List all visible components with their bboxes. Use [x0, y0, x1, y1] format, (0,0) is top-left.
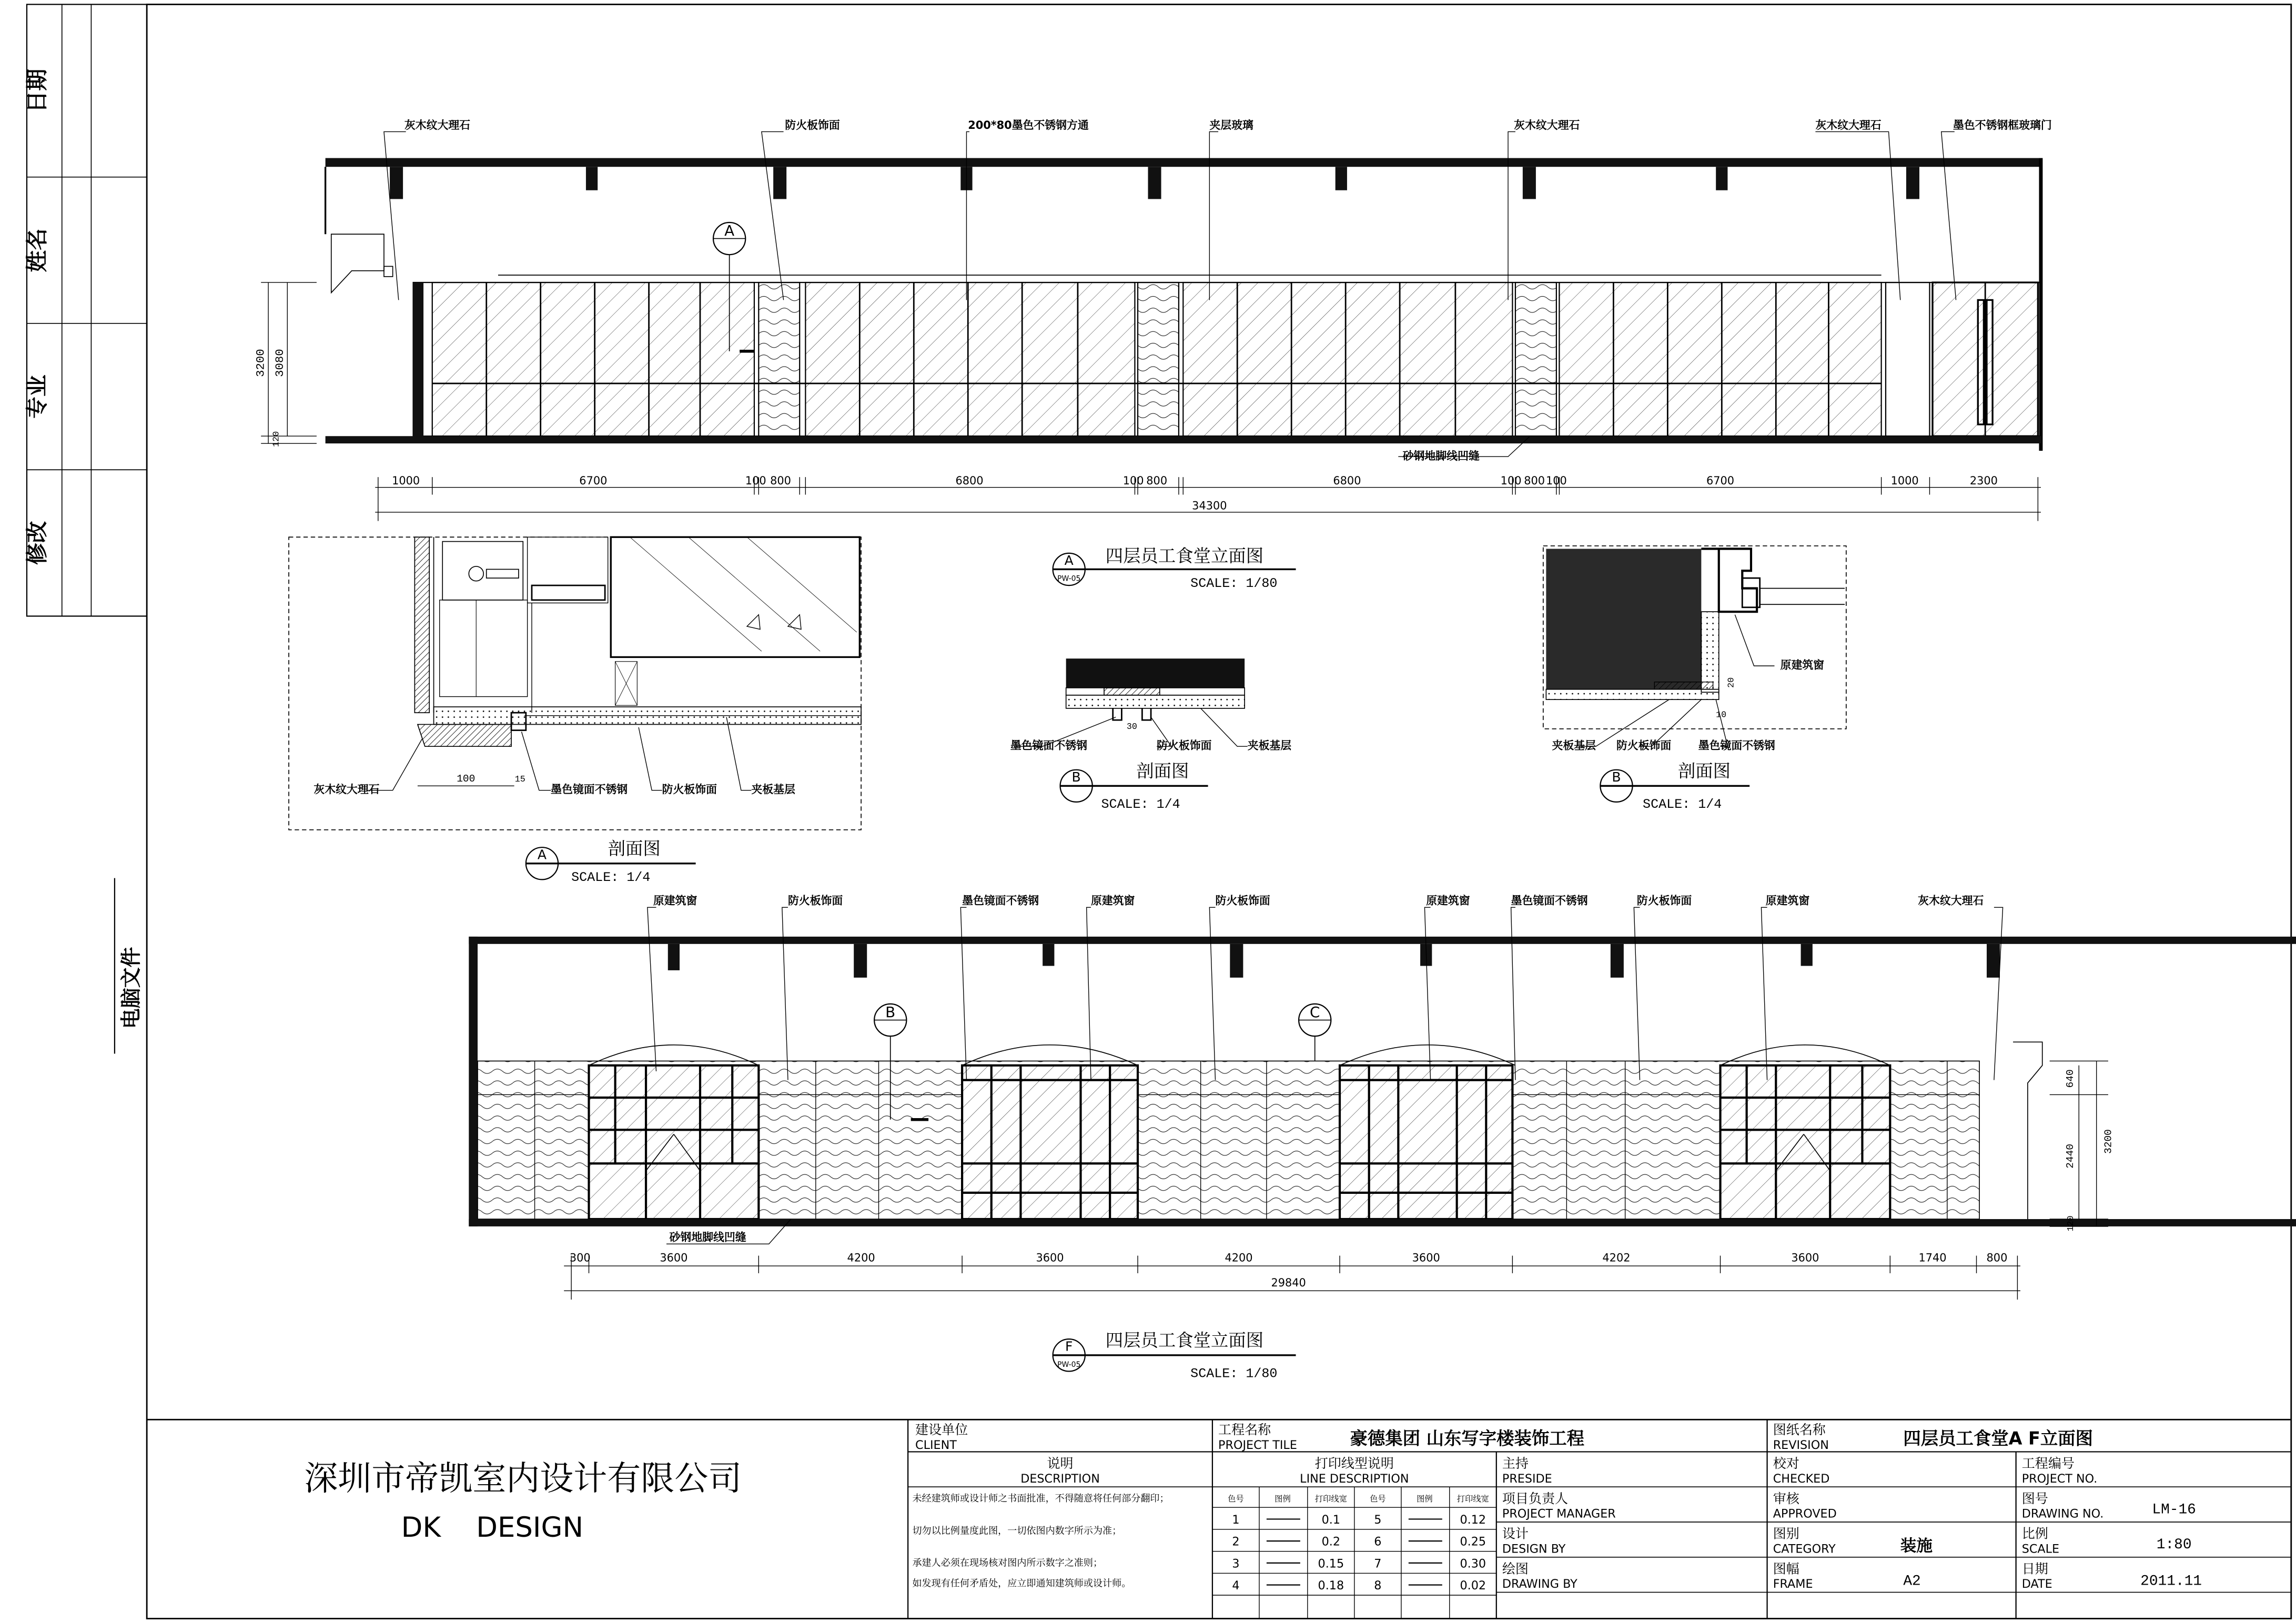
frame-value: A2	[1903, 1573, 1921, 1590]
elev-f-window-3	[1340, 1045, 1515, 1219]
elev-a-dim-4: 800	[770, 474, 791, 488]
category-label-en: CATEGORY	[1773, 1542, 1836, 1556]
elev-a-dim-9: 100	[1500, 474, 1522, 488]
elev-f-height-top: 640	[2065, 1069, 2077, 1088]
project-title-label-cn: 工程名称	[1218, 1422, 1271, 1438]
note-3: 承建人必须在现场核对图内所示数字之准则；	[912, 1557, 1103, 1569]
elev-f-callout-9: 原建筑窗	[1765, 894, 1810, 907]
elev-a-callout-4: 夹层玻璃	[1209, 118, 1253, 131]
elev-f-dim-9: 1740	[1918, 1251, 1947, 1264]
project-name: 豪德集团 山东写字楼装饰工程	[1350, 1428, 1585, 1449]
section-b-marker: B	[1071, 769, 1081, 785]
revision-strip	[24, 4, 147, 1053]
elev-f-dim-4: 3600	[1036, 1251, 1064, 1264]
section-c	[1543, 546, 1846, 812]
elev-f-height-mid: 2440	[2065, 1143, 2077, 1169]
elev-a-callout-1: 灰木纹大理石	[404, 118, 471, 131]
elev-f-marker-b-letter: B	[885, 1003, 896, 1021]
drawing-name-label-cn: 图纸名称	[1773, 1422, 1826, 1438]
elev-f-floor	[469, 1219, 2296, 1226]
section-c-label-3: 防火板饰面	[1616, 739, 1672, 752]
elev-a-callout-5: 灰木纹大理石	[1514, 118, 1580, 131]
note-4: 如发现有任何矛盾处，应立即通知建筑师或设计师。	[912, 1578, 1131, 1589]
elev-f-callout-6: 原建筑窗	[1426, 894, 1470, 907]
description-label-en: DESCRIPTION	[1020, 1472, 1100, 1486]
design-label-en: DESIGN BY	[1502, 1542, 1566, 1556]
elev-a-bottom-callout: 砂钢地脚线凹缝	[1402, 449, 1480, 462]
elev-a-dim-11: 100	[1545, 474, 1567, 488]
elev-f-height-total: 3200	[2102, 1129, 2115, 1154]
elev-f-dim-total: 29840	[1271, 1276, 1306, 1289]
line-header-2: 图例	[1275, 1494, 1291, 1504]
line-row-2-width: 0.2	[1321, 1535, 1341, 1549]
elev-a-dim-6: 100	[1122, 474, 1144, 488]
drawn-label-en: DRAWING BY	[1502, 1577, 1577, 1591]
line-row-1-color: 1	[1232, 1513, 1240, 1527]
section-a-scale: SCALE: 1/4	[571, 870, 651, 886]
strip-label-revision: 修改	[24, 521, 50, 565]
section-a	[289, 537, 861, 885]
elev-f-dim-7: 4202	[1602, 1251, 1631, 1264]
elev-f-ceiling-slab	[469, 937, 2296, 944]
elev-a-dim-10: 800	[1524, 474, 1545, 488]
section-b-label-3: 夹板基层	[1247, 739, 1292, 752]
elev-a-dim-13: 1000	[1890, 474, 1919, 488]
section-b-dim: 30	[1126, 722, 1137, 732]
elev-a-height-base: 120	[271, 431, 282, 447]
elev-a-dim-8: 6800	[1333, 474, 1361, 488]
section-c-dim-20: 20	[1726, 677, 1737, 688]
scale-label-cn: 比例	[2021, 1526, 2048, 1541]
pm-label-cn: 项目负责人	[1502, 1490, 1569, 1506]
client-label-en: CLIENT	[915, 1438, 957, 1452]
note-2: 切勿以比例量度此图，一切依图内数字所示为准；	[912, 1525, 1122, 1537]
elev-f-callout-3: 墨色镜面不锈钢	[962, 894, 1039, 907]
elev-a-dim-total: 34300	[1192, 499, 1227, 512]
drawing-no-label-cn: 图号	[2021, 1490, 2048, 1506]
elev-a-floor	[326, 436, 2041, 443]
strip-label-discipline: 专业	[24, 374, 50, 419]
line-table-grid	[1212, 1487, 1496, 1618]
category-label-cn: 图别	[1773, 1526, 1799, 1541]
section-c-label-1: 原建筑窗	[1780, 658, 1825, 672]
elev-a-dim-12: 6700	[1706, 474, 1735, 488]
elev-f-beams	[668, 944, 2000, 978]
section-b-label-1: 墨色镜面不锈钢	[1010, 739, 1087, 752]
elev-a-callout-7: 墨色不锈钢框玻璃门	[1953, 118, 2052, 131]
elev-a-dim-1: 1000	[392, 474, 420, 488]
project-no-label-en: PROJECT NO.	[2021, 1472, 2098, 1486]
elev-f-window-1	[589, 1045, 759, 1219]
date-label-cn: 日期	[2021, 1561, 2048, 1577]
client-label-cn: 建设单位	[915, 1422, 968, 1438]
category-value: 装施	[1900, 1537, 1933, 1556]
line-row-3-width2: 0.30	[1460, 1557, 1486, 1571]
elev-a-title-block	[1053, 546, 1296, 591]
line-row-3-color2: 7	[1374, 1557, 1382, 1571]
elev-a-callout-6: 灰木纹大理石	[1815, 118, 1882, 131]
frame-label-cn: 图幅	[1773, 1561, 1799, 1577]
company-name-en: DK DESIGN	[401, 1511, 584, 1544]
section-b-scale: SCALE: 1/4	[1101, 797, 1180, 813]
line-row-2-color: 2	[1232, 1535, 1240, 1549]
preside-label-cn: 主持	[1502, 1456, 1529, 1472]
approved-label-en: APPROVED	[1773, 1507, 1837, 1521]
checked-label-cn: 校对	[1773, 1456, 1799, 1472]
section-a-label-1: 灰木纹大理石	[313, 783, 380, 796]
section-a-marker: A	[537, 847, 547, 863]
elevation-f	[469, 895, 2296, 1382]
elev-a-callout-2: 防火板饰面	[785, 118, 840, 131]
elev-f-dim-6: 3600	[1412, 1251, 1440, 1264]
elev-f-title: 四层员工食堂立面图	[1105, 1330, 1264, 1351]
line-row-4-width2: 0.02	[1460, 1578, 1486, 1592]
design-label-cn: 设计	[1502, 1526, 1529, 1541]
elev-f-scale: SCALE: 1/80	[1190, 1366, 1278, 1382]
line-row-3-color: 3	[1232, 1557, 1240, 1571]
line-row-2-color2: 6	[1374, 1535, 1382, 1549]
section-a-title: 剖面图	[608, 838, 661, 859]
elev-a-ceiling-slab	[326, 158, 2041, 167]
scale-value: 1:80	[2156, 1537, 2192, 1554]
section-a-dim-15: 15	[514, 774, 525, 785]
section-a-label-2: 墨色镜面不锈钢	[551, 783, 628, 796]
section-c-scale: SCALE: 1/4	[1643, 797, 1722, 813]
elev-f-title-sheet: PW-05	[1057, 1361, 1081, 1370]
elev-a-dim-7: 800	[1146, 474, 1168, 488]
elev-a-dim-14: 2300	[1969, 474, 1998, 488]
strip-label-name: 姓名	[24, 228, 50, 272]
date-label-en: DATE	[2021, 1577, 2052, 1591]
elev-a-height-panel: 3080	[272, 349, 287, 377]
note-1: 未经建筑师或设计师之书面批准，不得随意将任何部分翻印；	[912, 1493, 1169, 1505]
line-row-4-width: 0.18	[1318, 1578, 1344, 1592]
line-header-4: 色号	[1370, 1494, 1386, 1504]
elev-f-height-base: 120	[2066, 1215, 2077, 1232]
line-desc-label-cn: 打印线型说明	[1314, 1456, 1394, 1472]
elev-f-window-4	[1721, 1045, 1890, 1219]
preside-label-en: PRESIDE	[1502, 1472, 1552, 1486]
section-a-label-3: 防火板饰面	[662, 783, 717, 796]
elev-f-callout-1: 原建筑窗	[653, 894, 697, 907]
scale-label-en: SCALE	[2021, 1542, 2060, 1556]
project-title-label-en: PROJECT TILE	[1218, 1438, 1297, 1452]
section-a-label-4: 夹板基层	[751, 783, 795, 796]
line-row-2-width2: 0.25	[1460, 1535, 1486, 1549]
elev-f-bottom-callout: 砂钢地脚线凹缝	[669, 1231, 746, 1244]
elev-f-dim-8: 3600	[1791, 1251, 1819, 1264]
drawing-name: 四层员工食堂A F立面图	[1903, 1428, 2093, 1449]
computer-file-label: 电脑文件	[119, 947, 144, 1029]
elev-f-marker-c-letter: C	[1310, 1003, 1320, 1021]
checked-label-en: CHECKED	[1773, 1472, 1830, 1486]
elev-f-marker-c	[1299, 1003, 1331, 1061]
elev-a-height-total: 3200	[254, 349, 268, 377]
elev-f-window-2	[962, 1045, 1138, 1219]
elev-f-callout-10: 灰木纹大理石	[1918, 894, 1984, 907]
section-b	[1010, 658, 1291, 812]
line-header-1: 色号	[1228, 1494, 1244, 1504]
elevation-a	[254, 119, 2052, 591]
section-c-dim-10: 10	[1716, 710, 1727, 721]
pm-label-en: PROJECT MANAGER	[1502, 1507, 1616, 1521]
line-header-6: 打印线宽	[1457, 1494, 1489, 1504]
elev-a-callout-3: 200*80墨色不锈钢方通	[968, 118, 1089, 131]
elev-a-title-marker: A	[1064, 553, 1074, 569]
elev-f-callout-2: 防火板饰面	[787, 894, 843, 907]
section-c-title: 剖面图	[1677, 760, 1731, 782]
project-no-label-cn: 工程编号	[2021, 1456, 2075, 1472]
section-c-label-4: 墨色镜面不锈钢	[1698, 739, 1775, 752]
elev-f-callout-4: 原建筑窗	[1090, 894, 1135, 907]
elev-a-scale: SCALE: 1/80	[1190, 575, 1278, 591]
elev-a-dim-3: 100	[745, 474, 766, 488]
line-row-1-color2: 5	[1374, 1513, 1382, 1527]
approved-label-cn: 审核	[1773, 1490, 1799, 1506]
line-row-4-color: 4	[1232, 1578, 1240, 1592]
section-b-label-2: 防火板饰面	[1157, 739, 1212, 752]
elev-a-beams	[390, 167, 1919, 199]
elev-a-marker-letter: A	[724, 222, 735, 240]
drawing-no-label-en: DRAWING NO.	[2021, 1507, 2104, 1521]
elev-a-dim-2: 6700	[579, 474, 608, 488]
elev-f-dim-2: 3600	[660, 1251, 688, 1264]
elev-f-callout-5: 防火板饰面	[1215, 894, 1270, 907]
drawing-name-label-en: REVISION	[1773, 1438, 1829, 1452]
elev-f-dim-5: 4200	[1225, 1251, 1253, 1264]
drawing-no-value: LM-16	[2152, 1502, 2196, 1518]
strip-label-date: 日期	[24, 68, 50, 113]
line-header-5: 图例	[1417, 1494, 1433, 1504]
line-row-1-width: 0.1	[1321, 1513, 1341, 1527]
company-name-cn: 深圳市帝凯室内设计有限公司	[304, 1459, 742, 1498]
elev-a-title-sheet: PW-05	[1057, 574, 1081, 583]
section-b-title: 剖面图	[1136, 760, 1189, 782]
elev-f-dim-10: 800	[1986, 1251, 2008, 1264]
elev-f-title-block	[1053, 1330, 1296, 1381]
elev-f-dim-1: 300	[569, 1251, 591, 1264]
title-block	[147, 1419, 2291, 1618]
elev-f-callout-8: 防火板饰面	[1636, 894, 1692, 907]
elev-f-dim-3: 4200	[847, 1251, 875, 1264]
elev-a-dim-5: 6800	[955, 474, 984, 488]
line-row-4-color2: 8	[1374, 1578, 1382, 1592]
section-c-label-2: 夹板基层	[1552, 739, 1596, 752]
date-value: 2011.11	[2140, 1573, 2202, 1590]
elev-a-title: 四层员工食堂立面图	[1105, 545, 1264, 566]
section-a-dim-100: 100	[457, 773, 476, 785]
line-header-3: 打印线宽	[1314, 1494, 1347, 1504]
line-row-3-width: 0.15	[1318, 1557, 1344, 1571]
elev-f-title-marker: F	[1065, 1338, 1073, 1354]
elev-f-callout-7: 墨色镜面不锈钢	[1511, 894, 1588, 907]
line-desc-label-en: LINE DESCRIPTION	[1300, 1472, 1409, 1486]
section-c-marker: B	[1612, 769, 1621, 785]
frame-label-en: FRAME	[1773, 1577, 1813, 1591]
description-label-cn: 说明	[1047, 1456, 1074, 1472]
drawn-label-cn: 绘图	[1502, 1561, 1529, 1577]
line-row-1-width2: 0.12	[1460, 1513, 1486, 1527]
